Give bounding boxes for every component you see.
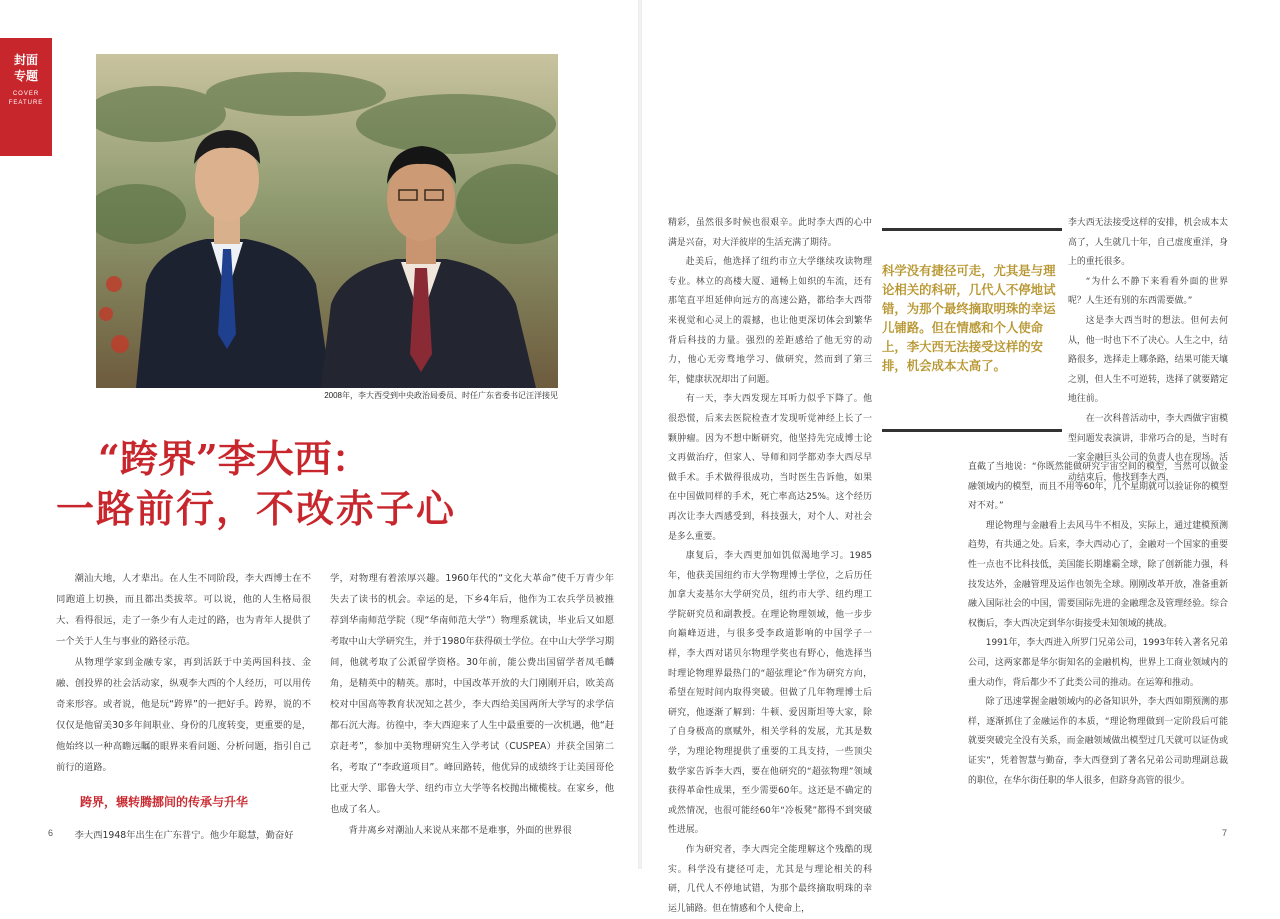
paragraph: 李大西1948年出生在广东普宁。他少年聪慧，勤奋好 [74, 830, 294, 841]
paragraph: 在一次科普活动中，李大西做宇宙模型问题发表演讲，非常巧合的是，当时有一家金融巨头公司的负责人也在现场。活动结束后，他找到李大西， [1068, 413, 1228, 483]
paragraph: “为什么不静下来看看外面的世界呢？人生还有别的东西需要做。” [1068, 276, 1228, 307]
paragraph: 从物理学家到金融专家，再到活跃于中美两国科技、金融、创投界的社会活动家，纵观李大西的个人经历，可以用传奇来形容。或者说，他是玩“跨界”的一把好手。跨界，说的不仅仅是他留美30多年间职业、身份的几度转变，更重要的是，他始终以一种高瞻远瞩的眼界来看问题、分析问题，指引自己前行的道路。 [56, 657, 311, 773]
paragraph: 潮汕大地，人才辈出。在人生不同阶段，李大西博士在不同跑道上切换，而且都出类拔萃。可以说，他的人生格局很大、看得很远，走了一条少有人走过的路，也为青年人提供了一个关于人生与事业的路径示范。 [56, 573, 311, 647]
paragraph: 学，对物理有着浓厚兴趣。1960年代的“文化大革命”使千万青少年失去了读书的机会。幸运的是，下乡4年后，他作为工农兵学员被推荐到华南师范学院（现“华南师范大学”）物理系就读，毕业后又如愿考取中山大学研究生，并于1980年获得硕士学位。在中山大学学习期间，他就考取了公派留学资格。30年前，能公费出国留学者凤毛麟角，是精英中的精英。那时，中国改革开放的大门刚刚开启，欧美高校对中国高等教育状况知之甚少，李大西给美国两所大学写的求学信都石沉大海。彷徨中，李大西迎来了人生中最重要的一次机遇，他“赶京赶考”，参加中美物理研究生入学考试（CUSPEA）并获全国第二名，考取了“李政道项目”。峰回路转，他优异的成绩终于让美国哥伦比亚大学、耶鲁大学、纽约市立大学等名校抛出橄榄枝。在家乡，他也成了名人。 [330, 573, 614, 815]
paragraph: 李大西无法接受这样的安排，机会成本太高了，人生就几十年，自己虚度重洋，身上的重托很多。 [1068, 218, 1228, 268]
paragraph: 直截了当地说：“你既然能做研究宇宙空间的模型，当然可以做金融领域内的模型，而且不用等60年，几个星期就可以验证你的模型对不对。” [968, 462, 1228, 512]
article-column-3 [668, 214, 872, 919]
paragraph: 有一天，李大西发现左耳听力似乎下降了。他很恐慌，后来去医院检查才发现听觉神经上长了一颗肿瘤。因为不想中断研究，他坚持先完成博士论文再做治疗，但家人、导师和同学都劝李大西尽早做手术。手术做得很成功，当时医生告诉他，如果在中国做同样的手术，死亡率高达25%。这个经历再次让李大西感受到，科技强大，对个人、对社会是多么重要。 [668, 394, 872, 542]
paragraph: 1991年，李大西进入所罗门兄弟公司，1993年转入著名兄弟公司，这两家都是华尔街知名的金融机构，世界上工商业领域内的重大动作，背后都少不了此类公司的推动。在运筹和推动。 [968, 638, 1228, 688]
headline-line-2: 一路前行，不改赤子心 [56, 486, 457, 531]
article-column-2 [330, 568, 614, 841]
tag-cn-label: 封面 专题 [13, 53, 38, 83]
paragraph: 赴美后，他选择了纽约市立大学继续攻读物理专业。林立的高楼大厦、通畅上如织的车流，还有那笔直平坦延伸向远方的高速公路，都给李大西带来视觉和心灵上的震撼，也让他更深切体会到繁华背后科技的力量。强烈的差距感给了他无穷的动力，他心无旁骛地学习、做研究，然而到了第三年，健康状况却出了问题。 [668, 257, 872, 385]
pull-quote [882, 228, 1062, 432]
pull-quote-text: 科学没有捷径可走，尤其是与理论相关的科研，几代人不停地试错，为那个最终摘取明珠的幸运儿铺路。但在情感和个人使命上，李大西无法接受这样的安排，机会成本太高了。 [882, 263, 1056, 373]
paragraph: 康复后，李大西更加如饥似渴地学习。1985年，他获美国纽约市大学物理博士学位，之后历任加拿大麦基尔大学研究员，纽约市大学、纽约理工学院研究员和副教授。在理论物理领域，他一步步向巅峰迈进，与很多受李政道影响的中国学子一样，李大西对诺贝尔物理学奖也有野心，他选择当时理论物理界最热门的“超弦理论”作为研究方向，希望在短时间内取得突破。但做了几年物理博士后研究，他逐渐了解到：牛顿、爱因斯坦等大家，除了自身极高的禀赋外，相关学科的发展，尤其是数学，为理论物理提供了重要的工具支持，一些顶尖数学家告诉李大西，要在他研究的“超弦物理”领域获得革命性成果，至少需要60年。这还是不确定的或然情况，也很可能经60年“冷板凳”都得不到突破性进展。 [668, 551, 872, 836]
paragraph: 精彩，虽然很多时候也很艰辛。此时李大西的心中满是兴奋，对大洋彼岸的生活充满了期待。 [668, 218, 872, 248]
photo-caption: 2008年，李大西受到中央政治局委员、时任广东省委书记汪洋接见 [324, 391, 558, 400]
article-column-1 [56, 568, 311, 846]
article-column-4-top [1068, 214, 1228, 488]
paragraph: 除了迅速掌握金融领域内的必备知识外，李大西如期预测的那样，逐渐抓住了金融运作的本质，“理论物理做到一定阶段后可能就要突破完全没有关系，而金融领域做出模型过几天就可以证伪或证实”，凭着智慧与勤奋，李大西登到了著名兄弟公司助理副总裁的职位，在华尔街任职的华人很多，但跻身高管的很少。 [968, 697, 1228, 786]
section-subheading: 跨界，辗转腾挪间的传承与升华 [80, 795, 249, 809]
tag-en-label-2: FEATURE [8, 100, 44, 106]
page-number-right: 7 [1222, 828, 1228, 838]
page-number-left: 6 [48, 828, 54, 838]
photo-illustration [96, 54, 558, 388]
paragraph: 作为研究者，李大西完全能理解这个残酷的现实。科学没有捷径可走，尤其是与理论相关的科研，几代人不停地试错，为那个最终摘取明珠的幸运儿铺路。但在情感和个人使命上， [668, 845, 872, 914]
cover-feature-tag [0, 38, 52, 156]
headline-line-1: “跨界”李大西： [98, 436, 370, 481]
gutter [638, 0, 642, 869]
paragraph: 背井离乡对潮汕人来说从来都不是难事，外面的世界很 [348, 825, 572, 836]
tag-en-label-1: COVER [12, 91, 40, 97]
paragraph: 这是李大西当时的想法。但何去何从，他一时也下不了决心。人生之中，结路很多，选择走上哪条路，结果可能天壤之别，但人生不可逆转，选择了就要踏定地往前。 [1068, 315, 1228, 405]
feature-photo [96, 54, 558, 388]
paragraph: 理论物理与金融看上去风马牛不相及，实际上，通过建模预测趋势，有共通之处。后来，李大西动心了，金融对一个国家的重要性一点也不比科技低，美国能长期雄霸全球，除了创新能力强，科技发达外，金融管理及运作也领先全球。刚刚改革开放，准备重新融入国际社会的中国，需要国际先进的金融理念及管理经验。综合权衡后，李大西决定到华尔街接受未知领域的挑战。 [968, 520, 1228, 629]
article-column-4-lower [968, 458, 1228, 791]
